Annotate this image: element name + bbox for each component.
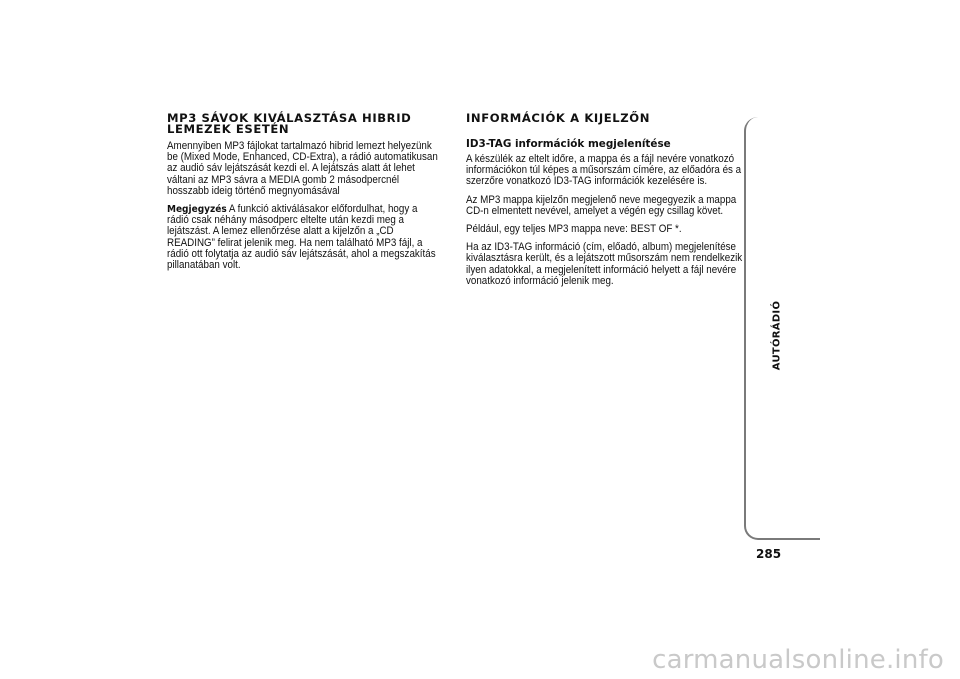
note-paragraph [167,204,439,271]
id3-paragraph-4: Ha az ID3-TAG információ (cím, előadó, album) megjelenítése kiválasztásra került, és a lejátszott műsorszám nem rendelkezik ilyen adatokkal, a megjelenített információ helyett a fájl nevére vonatkozó információ jelenik meg. [466,241,743,287]
section-heading-display-info: INFORMÁCIÓK A KIJELZŐN [466,111,651,125]
page-number: 285 [756,547,782,561]
id3-paragraph-1: A készülék az eltelt időre, a mappa és a fájl nevére vonatkozó információkon túl képes a műsorszám címére, az előadóra és a szerzőre vonatkozó ID3-TAG információk kezelésére is. [466,153,742,188]
note-text: A funkció aktiválásakor előfordulhat, hogy a rádió csak néhány másodperc eltelte után kezdi meg a lejátszást. A lemez ellenőrzése alatt a kijelzőn a „CD READING” felirat jelenik meg. Ha nem található MP3 fájl, a rádió ott folytatja az audió sáv lejátszását, ahol a megszakítás pillanatában volt. [167,203,436,272]
note-label: Megjegyzés [167,204,227,216]
mp3-hybrid-paragraph: Amennyiben MP3 fájlokat tartalmazó hibrid lemezt helyezünk be (Mixed Mode, Enhanced, CD-Extra), a rádió automatikusan az audió sáv lejátszását kezdi el. A lejátszás alatt át lehet váltani az MP3 sávra a MEDIA gomb 2 másodpercnél hosszabb ideig történő megnyomásával [167,140,438,197]
id3-paragraph-2: Az MP3 mappa kijelzőn megjelenő neve megegyezik a mappa CD-n elmentett nevével, amelyet a végén egy csillag követ. [466,193,737,217]
chapter-tab-label: AUTÓRÁDIÓ [771,300,783,371]
section-heading-mp3-tracks: MP3 SÁVOK KIVÁLASZTÁSA HIBRID LEMEZEK ESETÉN [167,111,412,136]
subheading-id3-tag: ID3-TAG információk megjelenítése [466,138,671,150]
id3-paragraph-3: Például, egy teljes MP3 mappa neve: BEST OF *. [466,223,682,236]
right-column [466,113,744,294]
watermark: carmanualsonline.info [652,645,944,675]
left-column [167,113,439,278]
